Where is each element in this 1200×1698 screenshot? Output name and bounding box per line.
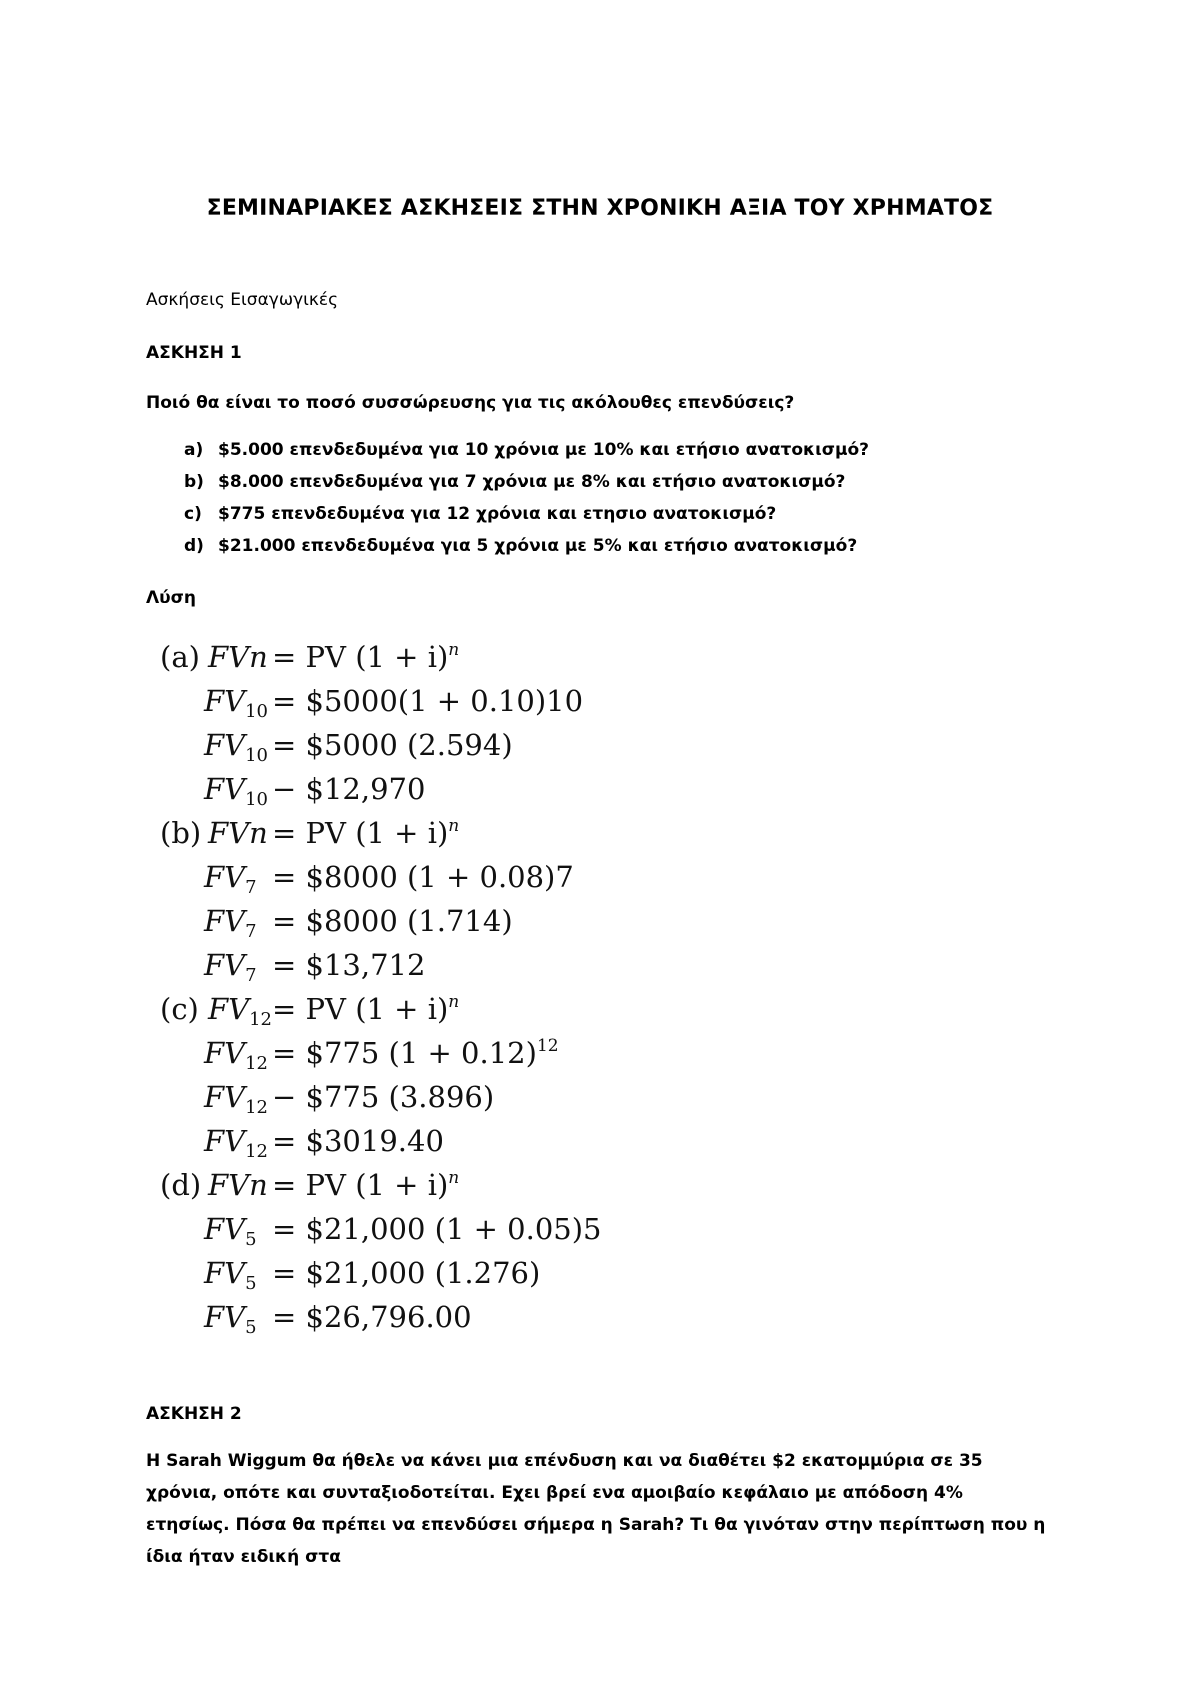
- formula-subscript: 12: [249, 1009, 272, 1030]
- formula-lhs: [208, 816, 268, 854]
- item-text: $21.000 επενδεδυμένα για 5 χρόνια με 5% και ετήσιο ανατοκισμό?: [218, 536, 858, 556]
- formula-rhs-expression: = $5000(1 + 0.10)10: [272, 684, 584, 718]
- formula-lhs: [204, 1300, 257, 1338]
- formula-lhs: [208, 1168, 268, 1206]
- section-heading: Ασκήσεις Εισαγωγικές: [146, 290, 339, 310]
- formula-label: (b): [160, 816, 202, 850]
- formula-rhs-expression: = $8000 (1.714): [272, 904, 513, 938]
- formula-lhs: [204, 1212, 257, 1250]
- formula-rhs-expression: = PV (1 + i): [272, 992, 449, 1026]
- formula-rhs-expression: = $21,000 (1 + 0.05)5: [272, 1212, 602, 1246]
- formula-rhs: [272, 1080, 494, 1114]
- formula-rhs: [272, 948, 425, 982]
- formula-rhs-expression: = $5000 (2.594): [272, 728, 513, 762]
- formula-label: (a): [160, 640, 200, 674]
- formula-lhs: [208, 992, 272, 1030]
- formula-lhs-symbol: FV: [204, 1036, 246, 1070]
- formula-rhs: [272, 860, 574, 894]
- formula-subscript: 7: [245, 965, 257, 986]
- formula-rhs-expression: = $3019.40: [272, 1124, 444, 1158]
- formula-rhs: [272, 684, 583, 718]
- formula-lhs-symbol: FV: [204, 1080, 246, 1114]
- formula-lhs-symbol: FV: [208, 992, 250, 1026]
- formula-lhs: [204, 860, 257, 898]
- formula-lhs-symbol: FV: [204, 1124, 246, 1158]
- item-text: $8.000 επενδεδυμένα για 7 χρόνια με 8% και ετήσιο ανατοκισμό?: [218, 472, 846, 492]
- exercise-1-heading: ΑΣΚΗΣΗ 1: [146, 343, 242, 363]
- formula-superscript: n: [448, 1168, 460, 1188]
- formula-rhs-expression: = PV (1 + i): [272, 1168, 449, 1202]
- list-item: [146, 504, 869, 536]
- list-item: [146, 440, 869, 472]
- formula-lhs-symbol: FVn: [208, 1168, 268, 1202]
- formula-lhs: [204, 772, 268, 810]
- list-item: [146, 536, 869, 568]
- solution-label: Λύση: [146, 588, 196, 608]
- formula-subscript: 12: [245, 1053, 268, 1074]
- formula-rhs: [272, 1036, 559, 1070]
- formula-lhs: [204, 1124, 268, 1162]
- formula-label: (c): [160, 992, 199, 1026]
- formula-subscript: 10: [245, 789, 268, 810]
- formula-lhs-symbol: FV: [204, 728, 246, 762]
- formula-rhs-expression: = PV (1 + i): [272, 640, 449, 674]
- formula-lhs-symbol: FV: [204, 904, 246, 938]
- formula-rhs-expression: − $775 (3.896): [272, 1080, 495, 1114]
- formula-label: (d): [160, 1168, 202, 1202]
- item-marker: c): [184, 504, 202, 524]
- formula-lhs: [204, 1256, 257, 1294]
- exercise-1-question: Ποιό θα είναι το ποσό συσσώρευσης για τις ακόλουθες επενδύσεις?: [146, 393, 795, 413]
- formula-rhs: [272, 992, 459, 1026]
- formula-lhs: [204, 1036, 268, 1074]
- formula-rhs-expression: = $21,000 (1.276): [272, 1256, 541, 1290]
- formula-lhs: [204, 684, 268, 722]
- exercise-2-paragraph: Η Sarah Wiggum θα ήθελε να κάνει μια επένδυση και να διαθέτει $2 εκατομμύρια σε 35 χρόνια, οπότε και συνταξιοδοτείται. Εχει βρεί ενα αμοιβαίο κεφάλαιο με απόδοση 4% ετησίως. Πόσα θα πρέπει να επενδύσει σήμερα η Sarah? Τι θα γινόταν στην περίπτωση που η ίδια ήταν ειδική στα: [146, 1451, 1046, 1567]
- formula-rhs-expression: − $12,970: [272, 772, 426, 806]
- formula-lhs-symbol: FV: [204, 1212, 246, 1246]
- formula-rhs: [272, 1212, 602, 1246]
- list-item: [146, 472, 869, 504]
- formula-subscript: 12: [245, 1097, 268, 1118]
- formula-rhs: [272, 904, 513, 938]
- formula-superscript: n: [448, 816, 460, 836]
- formula-rhs: [272, 640, 459, 674]
- exercise-1-items: [146, 440, 869, 568]
- formula-lhs-symbol: FV: [204, 684, 246, 718]
- formula-rhs-expression: = $775 (1 + 0.12): [272, 1036, 537, 1070]
- formula-subscript: 7: [245, 921, 257, 942]
- formula-rhs: [272, 772, 425, 806]
- formula-subscript: 7: [245, 877, 257, 898]
- formula-lhs: [204, 1080, 268, 1118]
- formula-lhs-symbol: FV: [204, 948, 246, 982]
- formula-rhs: [272, 728, 513, 762]
- formula-lhs-symbol: FV: [204, 1300, 246, 1334]
- formula-subscript: 5: [245, 1317, 257, 1338]
- formula-lhs-symbol: FV: [204, 860, 246, 894]
- formula-rhs-expression: = $8000 (1 + 0.08)7: [272, 860, 574, 894]
- formula-subscript: 12: [245, 1141, 268, 1162]
- item-text: $5.000 επενδεδυμένα για 10 χρόνια με 10% και ετήσιο ανατοκισμό?: [218, 440, 870, 460]
- document-title: ΣΕΜΙΝΑΡΙΑΚΕΣ ΑΣΚΗΣΕΙΣ ΣΤΗΝ ΧΡΟΝΙΚΗ ΑΞΙΑ ΤΟΥ ΧΡΗΜΑΤΟΣ: [206, 196, 994, 221]
- formula-lhs-symbol: FVn: [208, 816, 268, 850]
- formula-rhs-expression: = PV (1 + i): [272, 816, 449, 850]
- formula-lhs-symbol: FV: [204, 772, 246, 806]
- item-marker: a): [184, 440, 204, 460]
- formula-rhs: [272, 816, 459, 850]
- formula-superscript: 12: [536, 1036, 559, 1056]
- formula-subscript: 10: [245, 701, 268, 722]
- formula-rhs: [272, 1124, 444, 1158]
- formula-lhs-symbol: FV: [204, 1256, 246, 1290]
- formula-rhs-expression: = $26,796.00: [272, 1300, 472, 1334]
- item-marker: d): [184, 536, 204, 556]
- formula-rhs: [272, 1168, 459, 1202]
- formula-rhs-expression: = $13,712: [272, 948, 426, 982]
- formula-lhs-symbol: FVn: [208, 640, 268, 674]
- exercise-2-heading: ΑΣΚΗΣΗ 2: [146, 1404, 242, 1424]
- formula-lhs: [204, 904, 257, 942]
- formula-lhs: [208, 640, 268, 678]
- formula-lhs: [204, 728, 268, 766]
- formula-subscript: 10: [245, 745, 268, 766]
- formula-lhs: [204, 948, 257, 986]
- item-marker: b): [184, 472, 204, 492]
- formula-rhs: [272, 1300, 472, 1334]
- item-text: $775 επενδεδυμένα για 12 χρόνια και ετησιο ανατοκισμό?: [218, 504, 777, 524]
- formula-superscript: n: [448, 640, 460, 660]
- formula-rhs: [272, 1256, 540, 1290]
- formula-subscript: 5: [245, 1273, 257, 1294]
- formula-subscript: 5: [245, 1229, 257, 1250]
- formula-superscript: n: [448, 992, 460, 1012]
